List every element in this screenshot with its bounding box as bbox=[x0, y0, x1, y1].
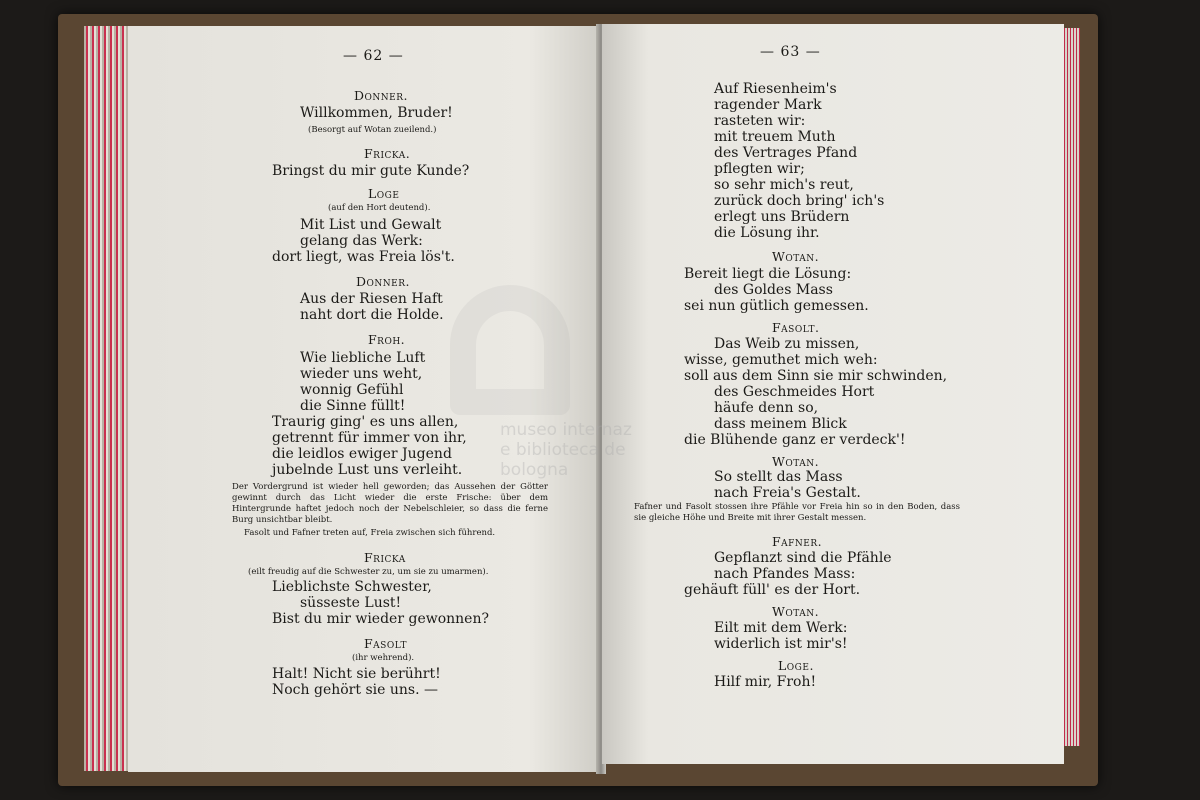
verse-line: Mit List und Gewalt bbox=[300, 217, 442, 233]
verse-line: widerlich ist mir's! bbox=[714, 636, 848, 652]
verse-line: zurück doch bring' ich's bbox=[714, 193, 885, 209]
verse-line: Hilf mir, Froh! bbox=[714, 674, 817, 690]
stage-direction: Fasolt und Fafner treten auf, Freia zwischen sich führend. bbox=[244, 528, 496, 538]
verse-line: süsseste Lust! bbox=[300, 595, 402, 611]
verse-line: häufe denn so, bbox=[714, 400, 819, 416]
speaker-name: Donner. bbox=[356, 274, 410, 289]
verse-line: die Sinne füllt! bbox=[300, 398, 406, 414]
stage-direction-paragraph: Fafner und Fasolt stossen ihre Pfähle vor Freia hin so in den Boden, dass sie gleiche Höhe und Breite mit ihrer Gestalt messen. bbox=[634, 502, 960, 523]
verse-line: die leidlos ewiger Jugend bbox=[272, 446, 452, 462]
verse-line: Wie liebliche Luft bbox=[300, 350, 426, 366]
verse-line: des Goldes Mass bbox=[714, 282, 833, 298]
verse-line: sei nun gütlich gemessen. bbox=[684, 298, 869, 314]
stage-direction: (Besorgt auf Wotan zueilend.) bbox=[308, 125, 437, 135]
verse-line: Eilt mit dem Werk: bbox=[714, 620, 848, 636]
speaker-name: Wotan. bbox=[772, 249, 820, 264]
verse-line: nach Pfandes Mass: bbox=[714, 566, 856, 582]
speaker-name: Fasolt bbox=[364, 636, 407, 651]
verse-line: Willkommen, Bruder! bbox=[300, 105, 453, 121]
verse-line: So stellt das Mass bbox=[714, 469, 843, 485]
verse-line: Lieblichste Schwester, bbox=[272, 579, 432, 595]
verse-line: Bringst du mir gute Kunde? bbox=[272, 163, 470, 179]
speaker-name: Loge. bbox=[778, 658, 814, 673]
verse-line: Das Weib zu missen, bbox=[714, 336, 860, 352]
speaker-name: Fafner. bbox=[772, 534, 823, 549]
verse-line: Gepflanzt sind die Pfähle bbox=[714, 550, 892, 566]
verse-line: gelang das Werk: bbox=[300, 233, 423, 249]
verse-line: rasteten wir: bbox=[714, 113, 806, 129]
verse-line: mit treuem Muth bbox=[714, 129, 836, 145]
verse-line: getrennt für immer von ihr, bbox=[272, 430, 467, 446]
stage-direction: (eilt freudig auf die Schwester zu, um sie zu umarmen). bbox=[248, 567, 489, 577]
verse-line: des Vertrages Pfand bbox=[714, 145, 858, 161]
speaker-name: Fricka bbox=[364, 550, 406, 565]
verse-line: gehäuft füll' es der Hort. bbox=[684, 582, 861, 598]
verse-line: Auf Riesenheim's bbox=[714, 81, 837, 97]
speaker-name: Fricka. bbox=[364, 146, 411, 161]
verse-line: Bist du mir wieder gewonnen? bbox=[272, 611, 489, 627]
verse-line: so sehr mich's reut, bbox=[714, 177, 854, 193]
verse-line: dort liegt, was Freia lös't. bbox=[272, 249, 455, 265]
speaker-name: Froh. bbox=[368, 332, 406, 347]
verse-line: pflegten wir; bbox=[714, 161, 805, 177]
watermark-text: museo internaz e biblioteca de bologna bbox=[500, 420, 632, 480]
verse-line: erlegt uns Brüdern bbox=[714, 209, 850, 225]
verse-line: nach Freia's Gestalt. bbox=[714, 485, 861, 501]
verse-line: des Geschmeides Hort bbox=[714, 384, 875, 400]
speaker-name: Wotan. bbox=[772, 454, 820, 469]
right-page bbox=[602, 24, 1064, 764]
verse-line: wieder uns weht, bbox=[300, 366, 423, 382]
verse-line: wonnig Gefühl bbox=[300, 382, 404, 398]
verse-line: dass meinem Blick bbox=[714, 416, 847, 432]
stage-direction: (auf den Hort deutend). bbox=[328, 203, 431, 213]
verse-line: soll aus dem Sinn sie mir schwinden, bbox=[684, 368, 948, 384]
verse-line: Noch gehört sie uns. — bbox=[272, 682, 438, 698]
verse-line: ragender Mark bbox=[714, 97, 822, 113]
verse-line: Aus der Riesen Haft bbox=[300, 291, 443, 307]
speaker-name: Fasolt. bbox=[772, 320, 820, 335]
verse-line: Halt! Nicht sie berührt! bbox=[272, 666, 441, 682]
verse-line: die Blühende ganz er verdeck'! bbox=[684, 432, 906, 448]
stage-direction-paragraph: Der Vordergrund ist wieder hell geworden; das Aussehen der Götter gewinnt durch das Licht wieder die erste Frische: über dem Hintergrunde haftet jedoch noch der Nebelschleier, so dass die ferne Burg unsichtbar bleibt. bbox=[232, 482, 548, 525]
right-page-edges bbox=[1062, 28, 1080, 746]
page-number: — 63 — bbox=[760, 44, 821, 60]
speaker-name: Loge bbox=[368, 186, 400, 201]
verse-line: naht dort die Holde. bbox=[300, 307, 444, 323]
verse-line: jubelnde Lust uns verleiht. bbox=[272, 462, 463, 478]
speaker-name: Wotan. bbox=[772, 604, 820, 619]
stage-direction: (ihr wehrend). bbox=[352, 653, 415, 663]
left-page-edges bbox=[84, 26, 134, 771]
verse-line: Bereit liegt die Lösung: bbox=[684, 266, 852, 282]
watermark-logo-icon bbox=[450, 285, 570, 415]
speaker-name: Donner. bbox=[354, 88, 408, 103]
verse-line: Traurig ging' es uns allen, bbox=[272, 414, 459, 430]
verse-line: die Lösung ihr. bbox=[714, 225, 820, 241]
page-number: — 62 — bbox=[343, 48, 404, 64]
verse-line: wisse, gemuthet mich weh: bbox=[684, 352, 878, 368]
